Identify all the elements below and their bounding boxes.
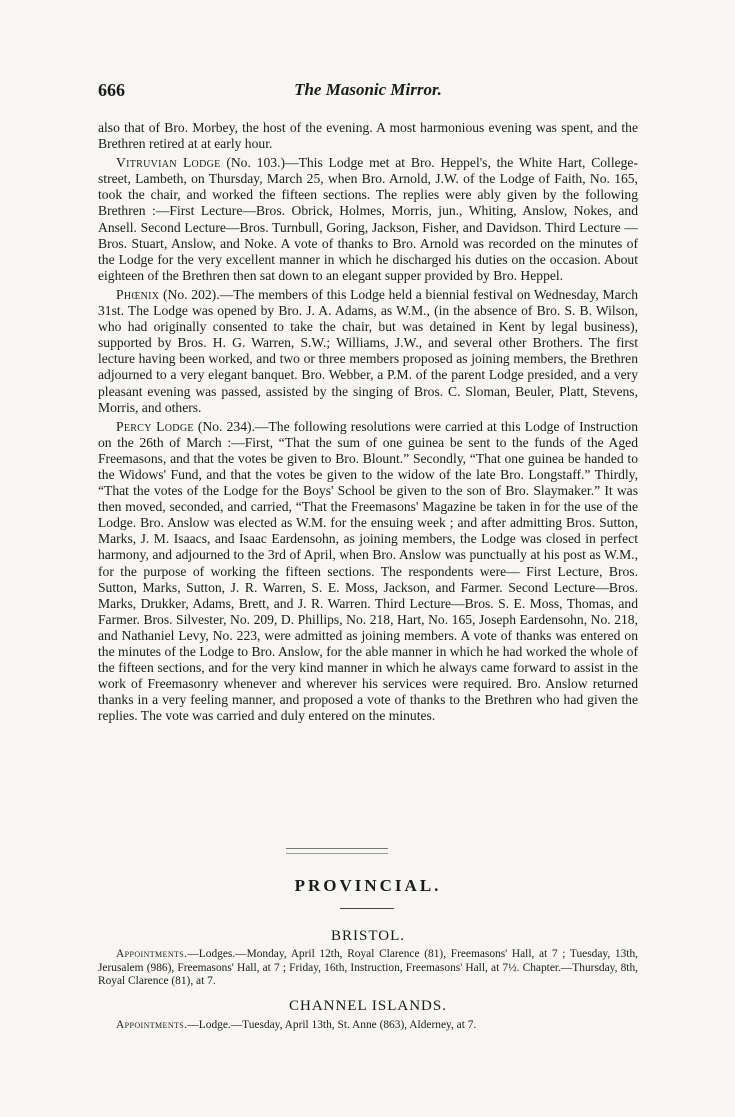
paragraph-percy-lodge [98,419,638,725]
appointments-label: Appointments. [116,948,188,960]
lodge-name: Phœnix [116,286,160,302]
lodge-name: Vitruvian Lodge [116,155,221,171]
paragraph-continuation [98,120,638,152]
channel-islands-heading: CHANNEL ISLANDS. [289,998,447,1014]
section-divider [286,848,388,854]
appointments-label: Appointments. [116,1019,188,1031]
appointments-text: —Lodge.—Tuesday, April 13th, St. Anne (863), Alderney, at 7. [187,1019,477,1031]
title-rule [340,908,394,909]
paragraph-text: (No. 103.)—This Lodge met at Bro. Heppel's, the White Hart, College-street, Lambeth, on Thursday, March 25, when Bro. Arnold, J.W. of the Lodge of Faith, No. 165, took the chair, and worked the fifteen sections. The replies were ably given by the following Brethren :—First Lecture—Bros. Obrick, Holmes, Morris, jun., Whiting, Anslow, Nokes, and Ansell. Second Lecture—Bros. Turnbull, Goring, Jackson, Fisher, and Davidson. Third Lecture —Bros. Stuart, Anslow, and Noke. A vote of thanks to Bro. Arnold was recorded on the minutes of the Lodge for the very excellent manner in which he discharged his duties on the occasion. About eighteen of the Brethren then sat down to an elegant supper provided by Bro. Heppel. [98,155,638,283]
channel-islands-appointments [98,1019,638,1033]
body-text [98,120,638,724]
bristol-heading: BRISTOL. [331,928,405,944]
lodge-name: Percy Lodge [116,418,194,434]
bristol-appointments [98,948,638,989]
running-title: The Masonic Mirror. [294,80,442,99]
page-number: 666 [98,80,125,100]
appointments-text: —Lodges.—Monday, April 12th, Royal Clarence (81), Freemasons' Hall, at 7 ; Tuesday, 13th, Jerusalem (986), Freemasons' Hall, at 7 ; Friday, 16th, Instruction, Freemasons' Hall, at 7½. Chapter.—Thursday, 8th, Royal Clarence (81), at 7. [98,948,638,988]
paragraph-text: (No. 202).—The members of this Lodge held a biennial festival on Wednesday, March 31st. The Lodge was opened by Bro. J. A. Adams, as W.M., (in the absence of Bro. S. B. Wilson, who had originally consented to take the chair, but was detained in Kent by legal business), supported by Bros. H. G. Warren, S.W.; Williams, J.W., and several other Brothers. The first lecture having been worked, and two or three members proposed as joining members, the Brethren adjourned to a very elegant banquet. Bro. Webber, a P.M. of the parent Lodge presided, and a very pleasant evening was passed, assisted by the singing of Bros. C. Sloman, Beuler, Platt, Stevens, Morris, and others. [98,286,638,415]
paragraph-text: also that of Bro. Morbey, the host of the evening. A most harmonious evening was spent, and the Brethren retired at at early hour. [98,120,638,152]
page-header [98,80,638,102]
section-title: PROVINCIAL. [294,876,442,895]
paragraph-phoenix-lodge [98,287,638,416]
paragraph-text: (No. 234).—The following resolutions were carried at this Lodge of Instruction on the 26th of March :—First, “That the sum of one guinea be sent to the funds of the Aged Freemasons, and that the votes be given to Bro. Blount.” Secondly, “That one guinea be handed to the Widows' Fund, and that the votes be given to the widow of the late Bro. Longstaff.” Thirdly, “That the votes of the Lodge for the Boys' School be given to the son of Bro. Slaymaker.” It was then moved, seconded, and carried, “That the Freemasons' Magazine be taken in for the use of the Lodge. Bro. Anslow was elected as W.M. for the ensuing week ; and after admitting Bros. Sutton, Marks, J. M. Isaacs, and Isaac Eardensohn, as joining members, the Lodge was closed in perfect harmony, and adjourned to the 3rd of April, when Bro. Anslow was punctually at his post as W.M., for the purpose of working the fifteen sections. The respondents were— First Lecture, Bros. Sutton, Marks, Sutton, J. R. Warren, S. E. Moss, Jackson, and Farmer. Second Lecture—Bros. Marks, Drukker, Adams, Brett, and J. R. Warren. Third Lecture—Bros. S. E. Moss, Thomas, and Farmer. Bros. Silvester, No. 209, D. Phillips, No. 218, Hart, No. 165, Joseph Eardensohn, No. 218, and Nathaniel Levy, No. 223, were admitted as joining members. A vote of thanks was entered on the minutes of the Lodge to Bro. Anslow, for the able manner in which he had worked the whole of the fifteen sections, and for the very kind manner in which he always came forward to assist in the work of Freemasonry whenever and wherever his services were required. Bro. Anslow returned thanks in a very feeling manner, and proposed a vote of thanks to the Brethren who had given the replies. The vote was carried and duly entered on the minutes. [98,418,638,724]
paragraph-vitruvian-lodge [98,155,638,284]
